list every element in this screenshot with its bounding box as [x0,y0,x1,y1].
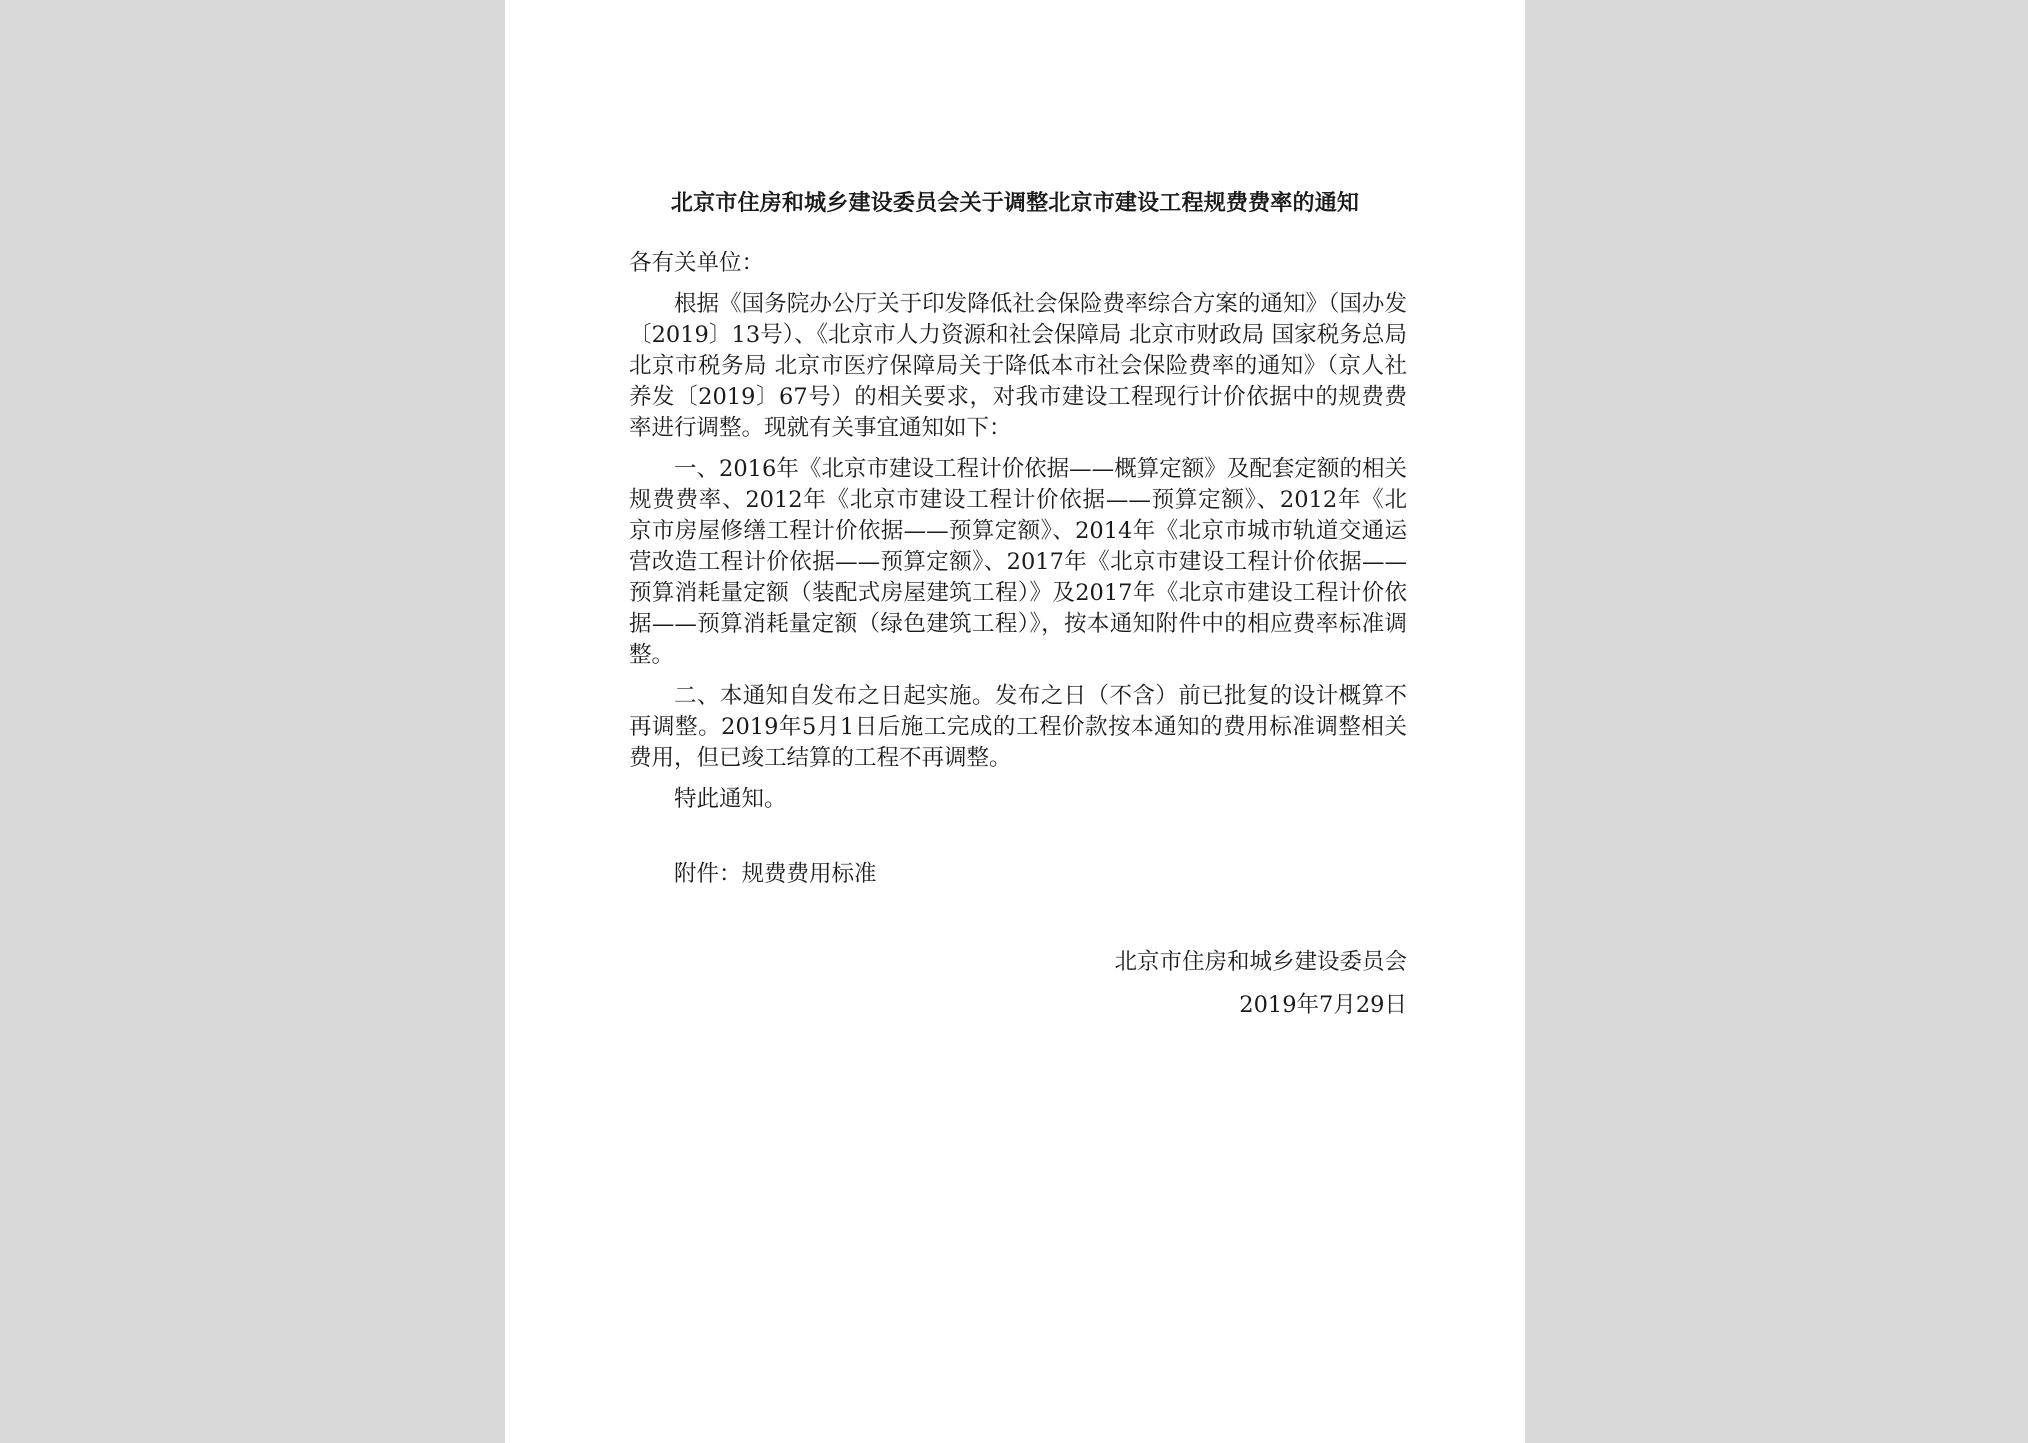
attachment-line: 附件：规费费用标准 [674,861,877,887]
signature-date: 2019年7月29日 [1239,992,1407,1018]
paragraph-item-two: 二、本通知自发布之日起实施。发布之日（不含）前已批复的设计概算不再调整。2019年5月1日后施工完成的工程价款按本通知的费用标准调整相关费用，但已竣工结算的工程不再调整。 [629,683,1407,771]
document-page [505,0,1525,1443]
document-title: 北京市住房和城乡建设委员会关于调整北京市建设工程规费费率的通知 [670,191,1360,216]
document-body [629,248,1407,890]
signature-block [1114,941,1407,1027]
paragraph-item-one: 一、2016年《北京市建设工程计价依据——概算定额》及配套定额的相关规费费率、2012年《北京市建设工程计价依据——预算定额》、2012年《北京市房屋修缮工程计价依据——预算定额》、2014年《北京市城市轨道交通运营改造工程计价依据——预算定额》、2017年《北京市建设工程计价依据——预算消耗量定额（装配式房屋建筑工程）》及2017年《北京市建设工程计价依据——预算消耗量定额（绿色建筑工程）》，按本通知附件中的相应费率标准调整。 [629,456,1407,668]
closing-line: 特此通知。 [674,786,787,812]
signature-organization: 北京市住房和城乡建设委员会 [1114,949,1407,975]
addressee: 各有关单位： [629,250,765,276]
paragraph-basis: 根据《国务院办公厅关于印发降低社会保险费率综合方案的通知》（国办发〔2019〕13号）、《北京市人力资源和社会保障局 北京市财政局 国家税务总局北京市税务局 北京市医疗保障局关于降低本市社会保险费率的通知》（京人社养发〔2019〕67号）的相关要求，对我市建设工程现行计价依据中的规费费率进行调整。现就有关事宜通知如下： [629,291,1407,441]
